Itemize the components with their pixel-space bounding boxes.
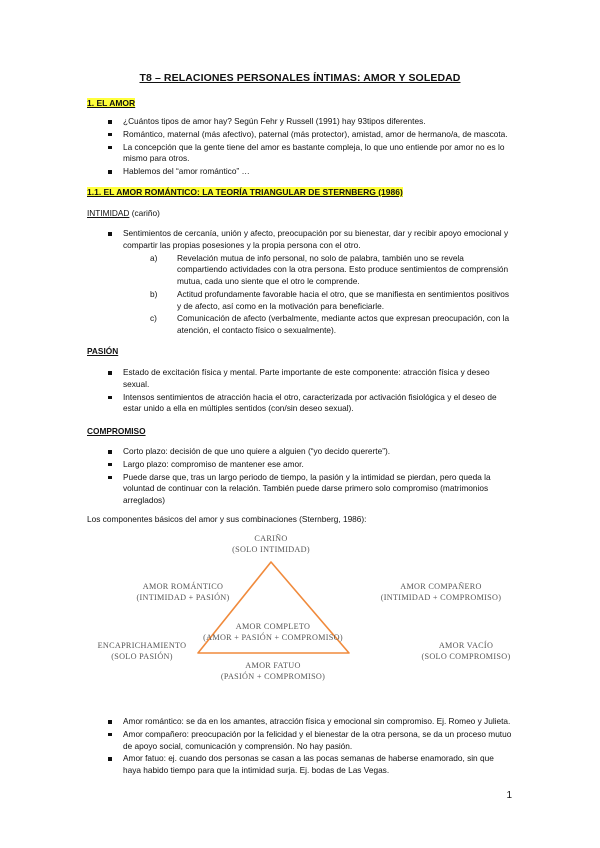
love-types-list [107, 716, 512, 778]
list-item: ¿Cuántos tipos de amor hay? Según Fehr y Russell (1991) hay 93tipos diferentes. [107, 116, 512, 128]
page-title: T8 – RELACIONES PERSONALES ÍNTIMAS: AMOR Y SOLEDAD [139, 72, 461, 84]
amor-bullet-list [107, 116, 512, 179]
compromiso-list [107, 446, 512, 508]
list-item: Estado de excitación física y mental. Parte importante de este componente: atracción física y deseo sexual. [107, 367, 512, 391]
page-number: 1 [506, 790, 512, 801]
section-heading-el-amor: 1. EL AMOR [87, 98, 136, 108]
label-amor-vacio: AMOR VACÍO (SOLO COMPROMISO) [421, 641, 511, 661]
label-amor-completo: AMOR COMPLETO (AMOR + PASIÓN + COMPROMISO) [203, 622, 343, 642]
pasion-list [107, 367, 512, 416]
sternberg-triangle-diagram [86, 531, 526, 703]
components-intro: Los componentes básicos del amor y sus combinaciones (Sternberg, 1986): [87, 514, 367, 524]
label-amor-romantico: AMOR ROMÁNTICO (INTIMIDAD + PASIÓN) [136, 582, 230, 602]
subheading-pasion: PASIÓN [87, 346, 119, 356]
list-item: Largo plazo: compromiso de mantener ese amor. [107, 459, 512, 471]
list-item: Amor compañero: preocupación por la felicidad y el bienestar de la otra persona, se da un proceso mutuo de apoyo social, comunicación y comprensión. No hay pasión. [107, 729, 512, 753]
list-item: Amor fatuo: ej. cuando dos personas se casan a las pocas semanas de haberse enamorado, sin que haya habido tiempo para que la intimidad surja. Ej. bodas de Las Vegas. [107, 753, 512, 777]
subheading-intimidad: INTIMIDAD (cariño) [87, 208, 160, 218]
intimidad-sublist [150, 253, 512, 337]
label-encaprichamiento: ENCAPRICHAMIENTO (SOLO PASIÓN) [97, 641, 187, 661]
label-amor-companero: AMOR COMPAÑERO (INTIMIDAD + COMPROMISO) [380, 582, 502, 602]
list-item: Sentimientos de cercanía, unión y afecto, preocupación por su bienestar, dar y recibir apoyo emocional y compartir las propias posesiones y la propia persona con el otro. a) Revelación mutua de info personal, no solo de palabra, también uno se revela compartiendo actividades con la otra persona. Esto produce sentimientos de comprensión mutua, cada uno siente que el otro le comprende. b) Actitud profundamente favorable hacia el otro, que se manifiesta en sentimientos positivos y de afecto, así como en la motivación para beneficiarle. c) Comunicación de afecto (verbalmente, mediante actos que expresan preocupación, con la atención, el contacto físico o sexualmente). [107, 228, 512, 337]
section-heading-sternberg: 1.1. EL AMOR ROMÁNTICO: LA TEORÍA TRIANGULAR DE STERNBERG (1986) [87, 187, 403, 197]
list-item: Intensos sentimientos de atracción hacia el otro, caracterizada por activación fisiológica y el deseo de estar unido a ella en múltiples sentidos (con/sin deseo sexual). [107, 392, 512, 416]
list-item: La concepción que la gente tiene del amor es bastante compleja, lo que uno entiende por amor no es lo mismo para otros. [107, 142, 512, 166]
list-item: Romántico, maternal (más afectivo), paternal (más protector), amistad, amor de hermano/a, de mascota. [107, 129, 512, 141]
list-item: Amor romántico: se da en los amantes, atracción física y emocional sin compromiso. Ej. Romeo y Julieta. [107, 716, 512, 728]
intimidad-list [107, 228, 512, 338]
label-carino: CARIÑO (SOLO INTIMIDAD) [232, 534, 310, 554]
subheading-compromiso: COMPROMISO [87, 426, 146, 436]
list-item: a) Revelación mutua de info personal, no solo de palabra, también uno se revela compartiendo actividades con la otra persona. Esto produce sentimientos de comprensión mutua, cada uno siente que el otro le comprende. [150, 252, 509, 287]
list-item: Puede darse que, tras un largo periodo de tiempo, la pasión y la intimidad se pierdan, pero queda la voluntad de continuar con la relación. También puede darse primero solo compromiso (matrimonios arreglados) [107, 472, 512, 507]
list-item: c) Comunicación de afecto (verbalmente, mediante actos que expresan preocupación, con la atención, el contacto físico o sexualmente). [150, 313, 510, 336]
list-item: Hablemos del “amor romántico” … [107, 166, 512, 178]
label-amor-fatuo: AMOR FATUO (PASIÓN + COMPROMISO) [220, 661, 326, 681]
list-item: Corto plazo: decisión de que uno quiere a alguien (“yo decido quererte”). [107, 446, 512, 458]
list-item: b) Actitud profundamente favorable hacia el otro, que se manifiesta en sentimientos positivos y de afecto, así como en la motivación para beneficiarle. [150, 288, 510, 311]
